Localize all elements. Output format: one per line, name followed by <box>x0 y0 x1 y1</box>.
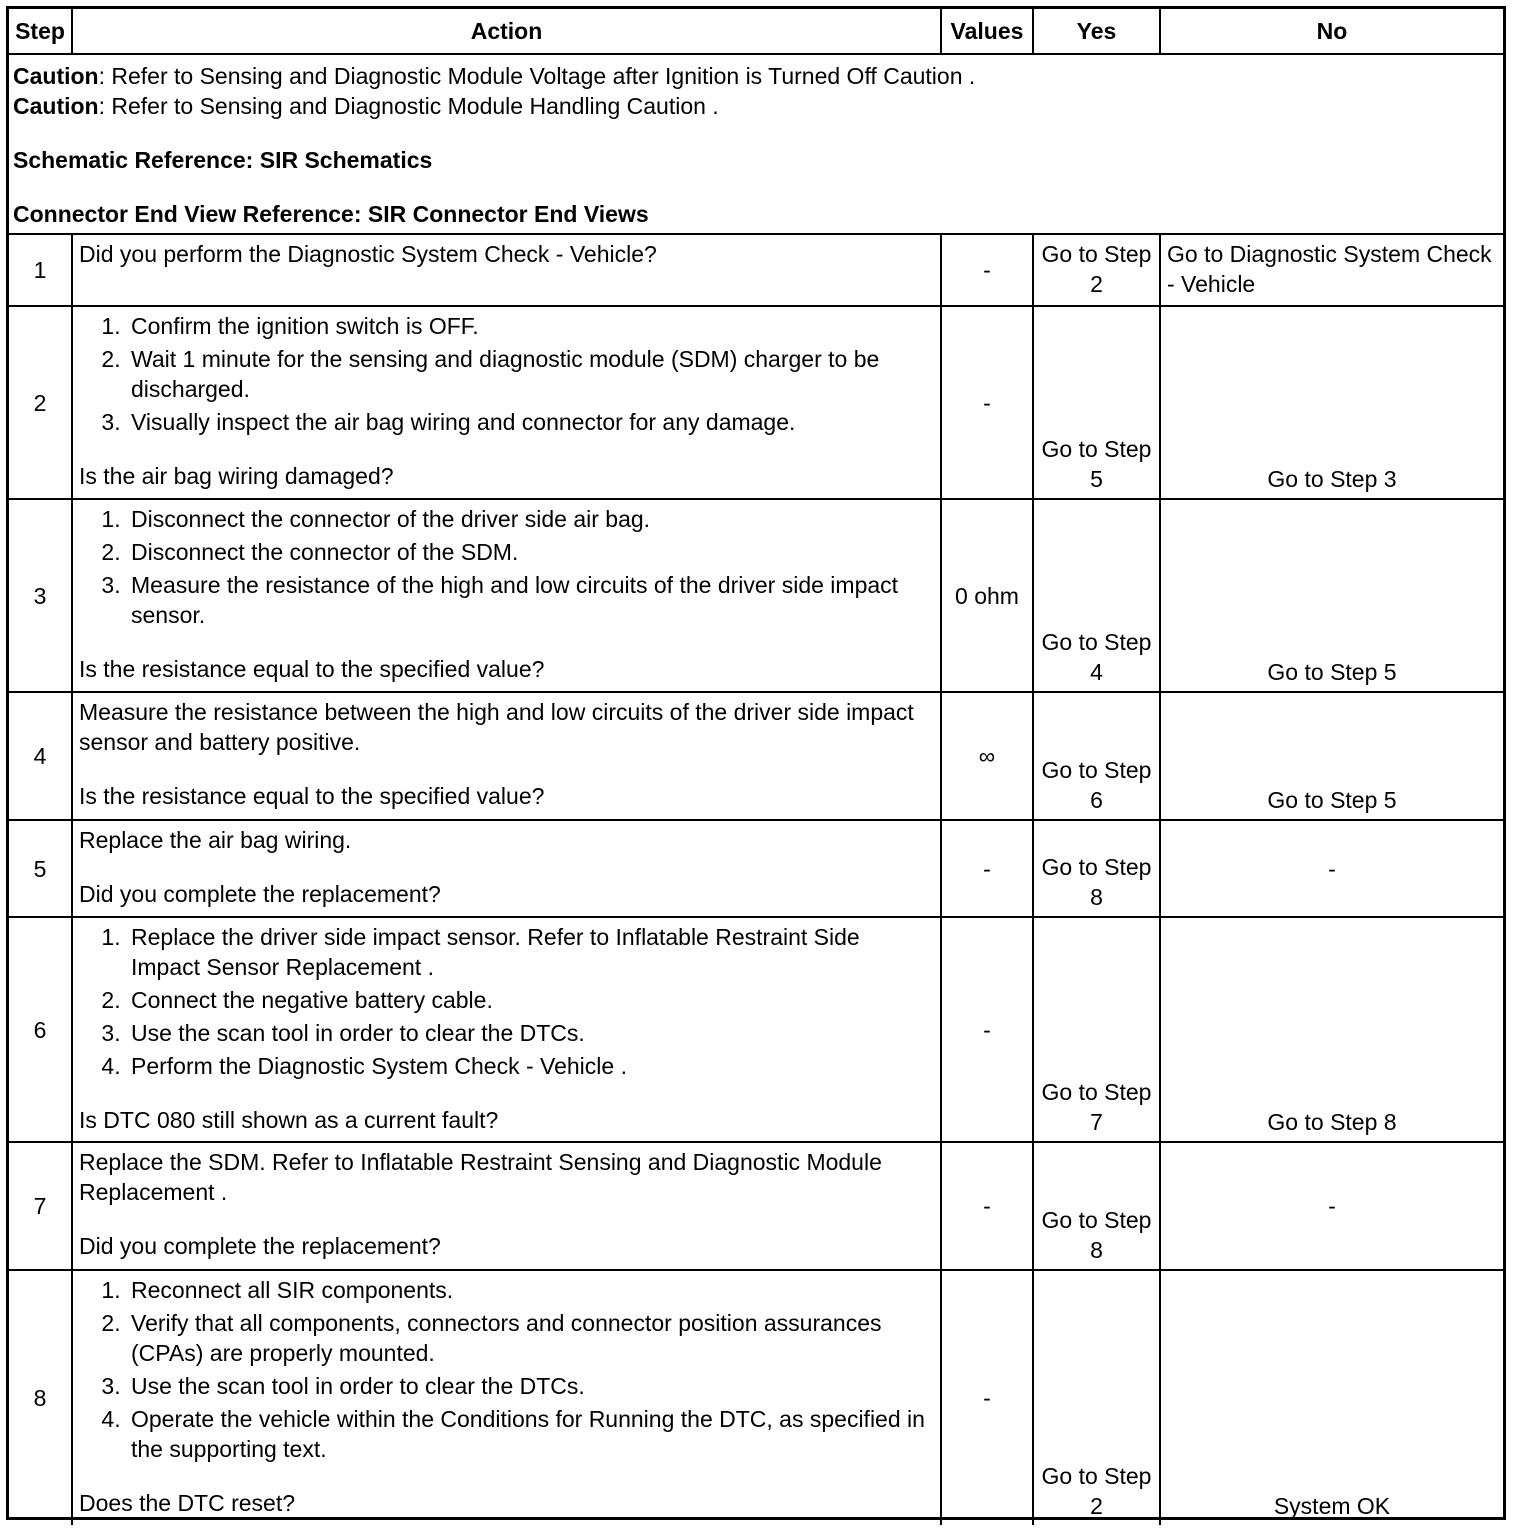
caution-line-1 <box>13 61 1499 91</box>
yes-cell: Go to Step 4 <box>1033 499 1160 692</box>
step-number: 7 <box>9 1142 72 1270</box>
header-action: Action <box>72 9 941 54</box>
action-list <box>79 311 934 437</box>
action-cell <box>72 692 941 820</box>
table-row <box>9 234 1503 306</box>
value-cell: ∞ <box>941 692 1033 820</box>
list-item: 4. Perform the Diagnostic System Check - Vehicle . <box>127 1051 934 1081</box>
caution-row <box>9 54 1503 234</box>
list-item: 3. Visually inspect the air bag wiring and connector for any damage. <box>127 407 934 437</box>
step-number: 5 <box>9 820 72 917</box>
table-row <box>9 306 1503 499</box>
list-item: 3. Measure the resistance of the high and low circuits of the driver side impact sensor. <box>127 570 934 630</box>
action-cell <box>72 820 941 917</box>
action-list <box>79 504 934 630</box>
action-cell <box>72 499 941 692</box>
action-text: Measure the resistance between the high and low circuits of the driver side impact sensor and battery positive. <box>79 699 914 755</box>
value-cell: - <box>941 1270 1033 1525</box>
yes-cell: Go to Step 7 <box>1033 917 1160 1142</box>
action-cell <box>72 1142 941 1270</box>
yes-cell: Go to Step 5 <box>1033 306 1160 499</box>
list-item: 3. Use the scan tool in order to clear the DTCs. <box>127 1371 934 1401</box>
list-item: 2. Disconnect the connector of the SDM. <box>127 537 934 567</box>
no-cell: Go to Step 5 <box>1160 692 1503 820</box>
header-values: Values <box>941 9 1033 54</box>
step-number: 8 <box>9 1270 72 1525</box>
table-row <box>9 499 1503 692</box>
list-item: 1. Reconnect all SIR components. <box>127 1275 934 1305</box>
diagnostic-table <box>9 9 1503 1525</box>
value-cell: - <box>941 1142 1033 1270</box>
no-cell: Go to Step 3 <box>1160 306 1503 499</box>
yes-cell: Go to Step 8 <box>1033 1142 1160 1270</box>
no-cell: System OK <box>1160 1270 1503 1525</box>
value-cell: - <box>941 234 1033 306</box>
yes-cell: Go to Step 6 <box>1033 692 1160 820</box>
list-item: 4. Operate the vehicle within the Conditions for Running the DTC, as specified in the supporting text. <box>127 1404 934 1464</box>
list-item: 1. Disconnect the connector of the driver side air bag. <box>127 504 934 534</box>
action-cell <box>72 917 941 1142</box>
value-cell: - <box>941 917 1033 1142</box>
action-list <box>79 922 934 1081</box>
diagnostic-table-frame <box>6 6 1506 1520</box>
action-text: Replace the SDM. Refer to Inflatable Restraint Sensing and Diagnostic Module Replacement . <box>79 1149 882 1205</box>
header-yes: Yes <box>1033 9 1160 54</box>
action-question: Did you complete the replacement? <box>79 1233 441 1259</box>
connector-reference: Connector End View Reference: SIR Connector End Views <box>13 201 649 227</box>
table-row <box>9 1270 1503 1525</box>
yes-cell: Go to Step 8 <box>1033 820 1160 917</box>
schematic-reference: Schematic Reference: SIR Schematics <box>13 147 433 173</box>
step-number: 6 <box>9 917 72 1142</box>
table-row <box>9 820 1503 917</box>
list-item: 2. Wait 1 minute for the sensing and diagnostic module (SDM) charger to be discharged. <box>127 344 934 404</box>
table-row <box>9 917 1503 1142</box>
step-number: 2 <box>9 306 72 499</box>
caution-text: : Refer to Sensing and Diagnostic Module Handling Caution . <box>98 93 719 119</box>
no-cell: Go to Step 5 <box>1160 499 1503 692</box>
table-row <box>9 692 1503 820</box>
value-cell: 0 ohm <box>941 499 1033 692</box>
step-number: 1 <box>9 234 72 306</box>
step-number: 3 <box>9 499 72 692</box>
yes-cell: Go to Step 2 <box>1033 234 1160 306</box>
no-cell: Go to Step 8 <box>1160 917 1503 1142</box>
action-question: Is DTC 080 still shown as a current fault? <box>79 1107 499 1133</box>
action-question: Does the DTC reset? <box>79 1490 296 1516</box>
no-cell: - <box>1160 1142 1503 1270</box>
action-question: Is the resistance equal to the specified value? <box>79 783 545 809</box>
value-cell: - <box>941 820 1033 917</box>
value-cell: - <box>941 306 1033 499</box>
action-list <box>79 1275 934 1464</box>
action-cell <box>72 306 941 499</box>
table-row <box>9 1142 1503 1270</box>
list-item: 2. Connect the negative battery cable. <box>127 985 934 1015</box>
list-item: 3. Use the scan tool in order to clear the DTCs. <box>127 1018 934 1048</box>
caution-text: : Refer to Sensing and Diagnostic Module Voltage after Ignition is Turned Off Caution . <box>98 63 976 89</box>
action-cell <box>72 234 941 306</box>
header-step: Step <box>9 9 72 54</box>
action-text: Replace the air bag wiring. <box>79 827 352 853</box>
caution-line-2 <box>13 91 1499 121</box>
step-number: 4 <box>9 692 72 820</box>
action-question: Did you complete the replacement? <box>79 881 441 907</box>
header-no: No <box>1160 9 1503 54</box>
yes-cell: Go to Step 2 <box>1033 1270 1160 1525</box>
action-question: Is the resistance equal to the specified value? <box>79 656 545 682</box>
header-row <box>9 9 1503 54</box>
list-item: 1. Confirm the ignition switch is OFF. <box>127 311 934 341</box>
action-question: Is the air bag wiring damaged? <box>79 463 394 489</box>
list-item: 2. Verify that all components, connectors and connector position assurances (CPAs) are properly mounted. <box>127 1308 934 1368</box>
no-cell: - <box>1160 820 1503 917</box>
action-text: Did you perform the Diagnostic System Check - Vehicle? <box>79 241 657 267</box>
list-item: 1. Replace the driver side impact sensor. Refer to Inflatable Restraint Side Impact Sensor Replacement . <box>127 922 934 982</box>
caution-label: Caution <box>13 93 99 119</box>
caution-cell <box>9 54 1503 234</box>
caution-label: Caution <box>13 63 99 89</box>
action-cell <box>72 1270 941 1525</box>
no-cell: Go to Diagnostic System Check - Vehicle <box>1160 234 1503 306</box>
